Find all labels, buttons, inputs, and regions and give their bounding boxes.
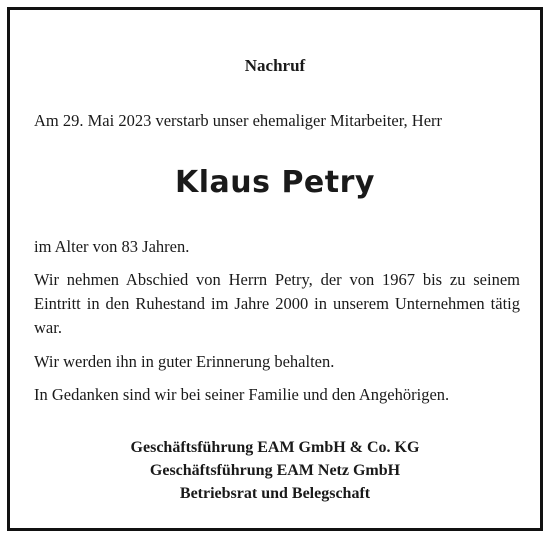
memory-text: Wir werden ihn in guter Erinnerung behalten. xyxy=(34,352,335,371)
deceased-name: Klaus Petry xyxy=(175,165,375,200)
age-text: im Alter von 83 Jahren. xyxy=(34,237,190,256)
signer-management-eam: Geschäftsführung EAM GmbH & Co. KG xyxy=(130,439,420,456)
signer-works-council: Betriebsrat und Belegschaft xyxy=(179,485,371,502)
farewell-paragraph: Wir nehmen Abschied von Herrn Petry, der von 1967 bis zu seinem Eintritt in den Ruhestand im Jahre 2000 in unserem Unternehmen tätig war. xyxy=(34,270,520,337)
intro-text: Am 29. Mai 2023 verstarb unser ehemaliger Mitarbeiter, Herr xyxy=(34,111,443,130)
obituary-content xyxy=(10,10,540,528)
thoughts-text: In Gedanken sind wir bei seiner Familie und den Angehörigen. xyxy=(34,385,450,404)
obituary-frame xyxy=(7,7,543,531)
signer-management-eam-netz: Geschäftsführung EAM Netz GmbH xyxy=(149,462,401,479)
signers-block xyxy=(10,436,540,505)
obituary-heading: Nachruf xyxy=(244,56,306,75)
